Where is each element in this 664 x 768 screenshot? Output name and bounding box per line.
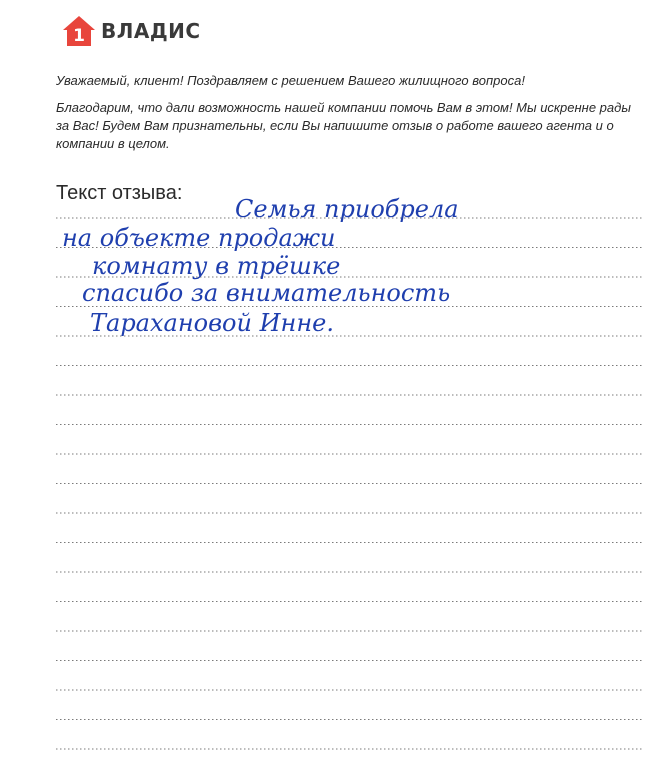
review-label: Текст отзыва: [56,182,183,204]
handwritten-line: на объекте продажи [62,224,336,252]
handwritten-line: Семья приобрела [235,195,459,223]
handwritten-line: спасибо за внимательность [82,279,451,307]
greeting-line: Уважаемый, клиент! Поздравляем с решением Вашего жилищного вопроса! [56,73,525,88]
logo-text: ВЛАДИС [101,19,201,43]
request-paragraph: Благодарим, что дали возможность нашей компании помочь Вам в этом! Мы искренне рады за Вас! Будем Вам признательны, если Вы напишите отзыв о работе вашего агента и о компании в целом. [56,100,631,151]
handwritten-line: комнату в трёшке [92,252,341,280]
logo-digit: 1 [73,26,85,46]
handwritten-line: Тарахановой Инне. [90,309,334,337]
